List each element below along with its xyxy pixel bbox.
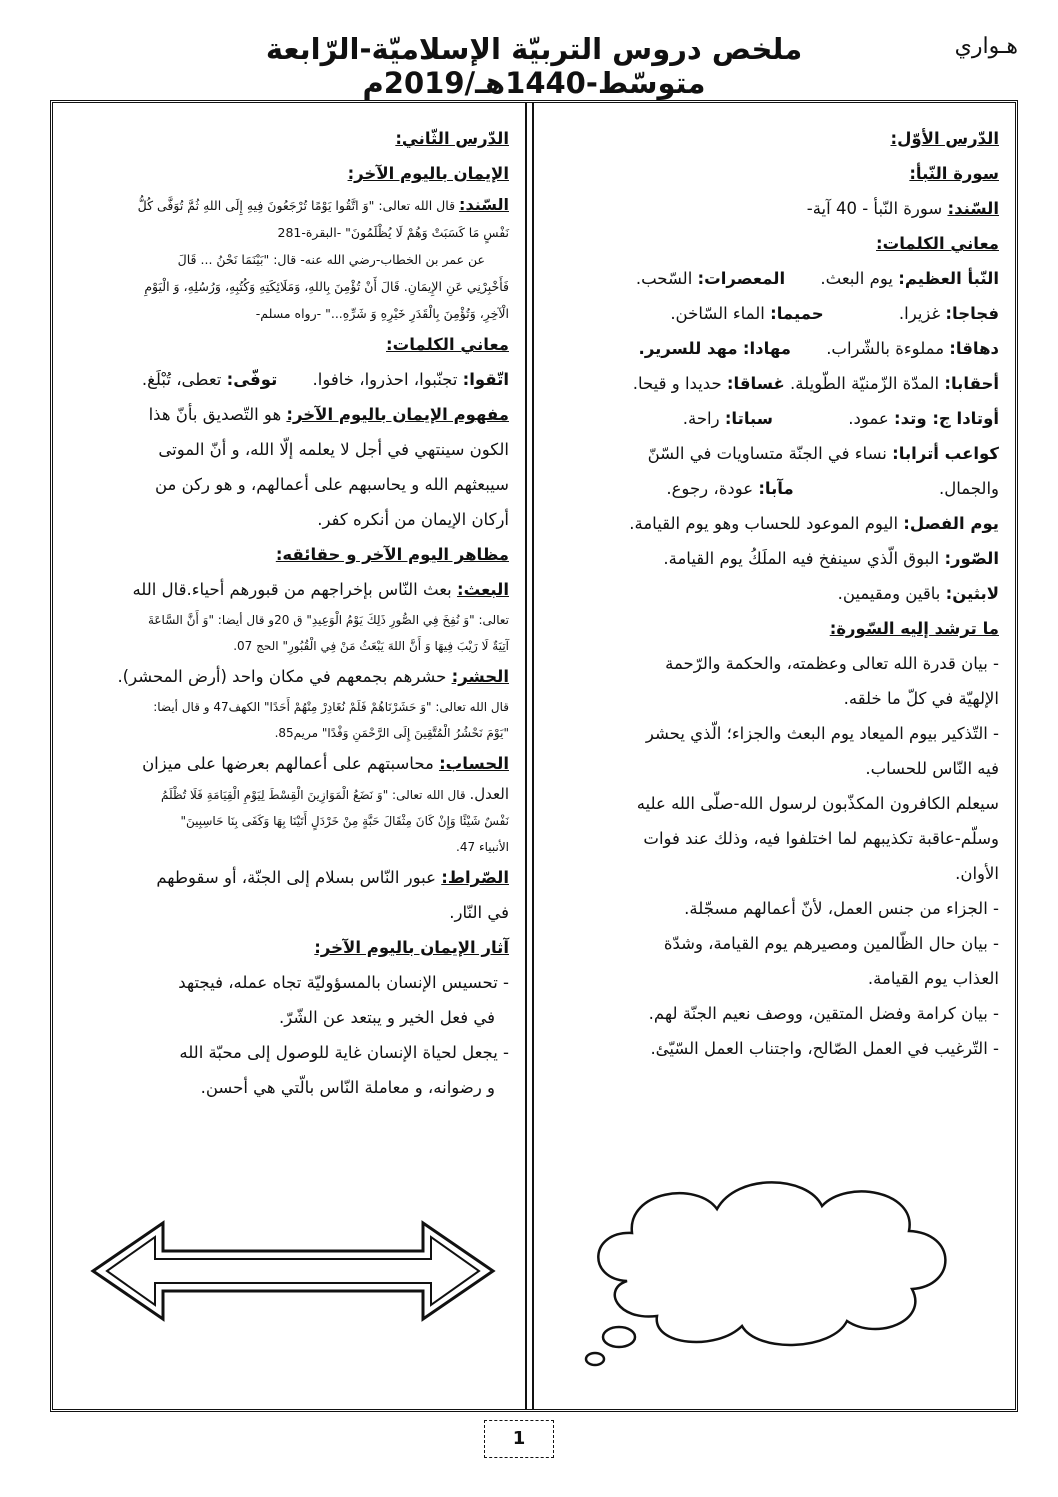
page-number: 1 — [484, 1420, 554, 1458]
lesson2-sanad — [67, 191, 509, 219]
concept-line: أركان الإيمان من أنكره كفر. — [317, 510, 509, 529]
concept-line — [67, 397, 509, 432]
ayah-text: تعالى: "وَ نُفِخَ فِي الصُّورِ ذَلِكَ يَوْمُ الْوَعِيدِ" ق 20و قال أيضا: "وَ أَنَّ السَّاعَةَ — [147, 613, 509, 627]
definition: البوق الّذي سينفخ فيه الملَكُ يوم القيامة. — [663, 549, 940, 568]
guide-line: الإلهيّة في كلّ ما خلقه. — [843, 689, 999, 708]
hisab-text: العدل. — [469, 785, 509, 803]
guide-line: - التّذكير بيوم الميعاد يوم البعث والجزاء؛ الّذي يحشر — [645, 724, 999, 743]
definition: المدّة الزّمنيّة الطّويلة. — [790, 374, 940, 393]
effects-line: - تحسيس الإنسان بالمسؤوليّة تجاه عمله، فيجتهد — [178, 973, 509, 992]
term: يوم الفصل: — [903, 514, 999, 533]
sirat-line — [67, 860, 509, 895]
definition: تجنّبوا، احذروا، خافوا. — [312, 370, 458, 389]
term: كواعب أترابا: — [892, 444, 999, 463]
meaning-row — [539, 436, 999, 471]
sirat-text: عبور النّاس بسلام إلى الجنّة، أو سقوطهم — [156, 868, 436, 887]
definition: السّحب. — [635, 269, 693, 288]
hadith-line: فَأَخْبِرْنِي عَنِ الإِيمَانِ. قَالَ أَنْ تُؤْمِنَ بِاللهِ، وَمَلَائِكَتِهِ وَكُتُبِهِ، وَرُسُلِهِ، وَ الْيَوْمِ — [144, 279, 509, 294]
definition: عمود. — [848, 409, 889, 428]
meanings-title: معاني الكلمات: — [876, 234, 999, 253]
guide-line: - الجزاء من جنس العمل، لأنّ أعمالهم مسجّلة. — [684, 899, 999, 918]
ayah-text: "يَوْمَ نَحْشُرُ الْمُتَّقِينَ إِلَى الرَّحْمَنِ وَفْدًا" مريم85. — [274, 726, 509, 740]
hisab-text: محاسبتهم على أعمالهم بعرضها على ميزان — [142, 754, 434, 773]
meanings-title: معاني الكلمات: — [386, 335, 509, 354]
sanad-label: السّند: — [947, 199, 999, 218]
concept-line: سيبعثهم الله و يحاسبهم على أعمالهم، و هو ركن من — [154, 475, 509, 494]
lesson2-topic: الإيمان باليوم الآخر: — [347, 164, 509, 183]
guide-line: وسلّم-عاقبة تكذيبهم لما اختلفوا فيه، وذلك عند فوات — [643, 829, 999, 848]
definition: نساء في الجنّة متساويات في السّنّ — [647, 444, 887, 463]
definition: غزيرا. — [898, 304, 941, 323]
term: اتّقوا: — [462, 370, 509, 389]
content-frame — [50, 100, 1018, 1412]
guide-line: - بيان قدرة الله تعالى وعظمته، والحكمة والرّحمة — [665, 654, 999, 673]
hisab-line — [67, 746, 509, 781]
hadith-line: الْآخِرِ، وَتُؤْمِنَ بِالْقَدَرِ خَيْرِهِ وَ شَرِّهِ..." -رواه مسلم- — [255, 306, 509, 321]
term: أوتادا ج: وتد: — [894, 409, 999, 428]
meaning-row — [539, 401, 999, 436]
ayah-text: الأنبياء 47. — [456, 840, 509, 854]
term: فجاجا: — [945, 304, 999, 323]
term: المعصرات: — [697, 269, 786, 288]
term: النّبأ العظيم: — [898, 269, 999, 288]
aspects-title: مظاهر اليوم الآخر و حقائقه: — [275, 545, 509, 564]
term: الصّور: — [944, 549, 999, 568]
meaning-row — [67, 362, 509, 397]
definition: تعطى، تُبْلَغ. — [141, 370, 222, 389]
hisab-label: الحساب: — [439, 754, 509, 773]
hashr-label: الحشر: — [451, 667, 509, 686]
guide-line: العذاب يوم القيامة. — [867, 969, 999, 988]
concept-text: هو التّصديق بأنّ هذا — [148, 405, 282, 424]
guide-title: ما ترشد إليه السّورة: — [829, 619, 999, 638]
definition: يوم البعث. — [820, 269, 893, 288]
meaning-row — [539, 471, 999, 506]
guide-line: - التّرغيب في العمل الصّالح، واجتناب العمل السّيّئ. — [650, 1039, 999, 1058]
term: أحقابا: — [944, 374, 999, 393]
effects-line: و رضوانه، و معاملة النّاس بالّتي هي أحسن. — [200, 1078, 495, 1097]
term: مآبا: — [758, 479, 794, 498]
meaning-row — [539, 576, 999, 611]
lesson1-label: الدّرس الأوّل: — [890, 129, 999, 148]
term: سباتا: — [724, 409, 773, 428]
ayah-text: قال الله تعالى: "وَ حَشَرْنَاهُمْ فَلَمْ نُغَادِرْ مِنْهُمْ أَحَدًا" الكهف47 و قال أيضا: — [153, 700, 509, 714]
author-name: هـواري — [954, 34, 1018, 59]
baath-label: البعث: — [457, 580, 509, 599]
definition: حديدا و قيحا. — [632, 374, 722, 393]
meaning-row — [539, 541, 999, 576]
definition: والجمال. — [938, 479, 999, 498]
guide-line: فيه النّاس للحساب. — [865, 759, 999, 778]
sirat-line: في النّار. — [449, 903, 509, 922]
meaning-row — [539, 331, 999, 366]
effects-line: - يجعل لحياة الإنسان غاية للوصول إلى محبّة الله — [179, 1043, 509, 1062]
page-title: ملخص دروس التربيّة الإسلاميّة-الرّابعة متوسّط-1440هـ/2019م — [265, 32, 803, 100]
lesson1-sanad — [539, 191, 999, 226]
sirat-label: الصّراط: — [441, 868, 509, 887]
term: لابثين: — [945, 584, 999, 603]
definition: اليوم الموعود للحساب وهو يوم القيامة. — [629, 514, 899, 533]
meaning-row — [539, 506, 999, 541]
surah-title: سورة النّبأ: — [909, 164, 999, 183]
definition: راحة. — [682, 409, 720, 428]
lesson2-column — [53, 103, 525, 1409]
baath-line — [67, 572, 509, 607]
meaning-row — [539, 261, 999, 296]
ayah-text: قال الله تعالى: "وَ اتَّقُوا يَوْمًا تُرْجَعُونَ فِيهِ إِلَى اللهِ ثُمَّ تُوَفَّى كُلُّ — [137, 198, 456, 213]
baath-text: بعث النّاس بإخراجهم من قبورهم أحياء.قال الله — [132, 580, 452, 599]
concept-label: مفهوم الإيمان باليوم الآخر: — [286, 405, 509, 424]
term: دهاقا: — [949, 339, 999, 358]
effects-line: في فعل الخير و يبتعد عن الشّرّ. — [278, 1008, 495, 1027]
meaning-row — [539, 366, 999, 401]
sanad-label: السّند: — [459, 195, 509, 214]
ayah-text: نَفْسٌ شَيْئًا وَإِنْ كَانَ مِثْقَالَ حَبَّةٍ مِنْ خَرْدَلٍ أَتَيْنَا بِهَا وَكَفَى بِنَا حَاسِبِينَ" — [180, 814, 509, 828]
definition: مهد للسرير. — [638, 339, 738, 358]
guide-line: - بيان كرامة وفضل المتقين، ووصف نعيم الجنّة لهم. — [648, 1004, 999, 1023]
hashr-line — [67, 659, 509, 694]
effects-title: آثار الإيمان باليوم الآخر: — [314, 938, 509, 957]
definition: عودة، رجوع. — [666, 479, 754, 498]
ayah-text: آتِيَةٌ لَا رَيْبَ فِيهَا وَ أَنَّ اللهَ يَبْعَثُ مَنْ فِي الْقُبُورِ" الحج 07. — [233, 639, 509, 653]
hadith-line: عن عمر بن الخطاب-رضي الله عنه- قال: "بَيْنَمَا نَحْنُ ... قَالَ — [177, 252, 485, 267]
hisab-ayah — [67, 781, 509, 808]
ayah-text: نَفْسٍ مَا كَسَبَتْ وَهُمْ لَا يُظْلَمُونَ" -البقرة-281 — [277, 225, 509, 240]
lesson2-label: الدّرس الثّاني: — [395, 129, 509, 148]
term: غساقا: — [726, 374, 785, 393]
term: توفّى: — [226, 370, 278, 389]
definition: مملوءة بالشّراب. — [826, 339, 945, 358]
meaning-row — [539, 296, 999, 331]
definition: باقين ومقيمين. — [837, 584, 941, 603]
double-arrow-icon — [87, 1215, 499, 1327]
ayah-text: قال الله تعالى: "وَ نَضَعُ الْمَوَازِينَ الْقِسْطَ لِيَوْمِ الْقِيَامَةِ فَلَا تُظْلَمُ — [161, 788, 466, 802]
concept-line: الكون سينتهي في أجل لا يعلمه إلّا الله، و أنّ الموتى — [158, 440, 509, 459]
thought-cloud-icon — [557, 1161, 977, 1371]
hashr-text: حشرهم بجمعهم في مكان واحد (أرض المحشر). — [117, 667, 447, 686]
term: حميما: — [770, 304, 824, 323]
lesson1-column — [525, 103, 1015, 1409]
guide-line: سيعلم الكافرون المكذّبون لرسول الله-صلّى الله عليه — [636, 794, 999, 813]
definition: الماء السّاخن. — [670, 304, 765, 323]
term: مهادا: — [742, 339, 791, 358]
guide-line: الأوان. — [955, 864, 999, 883]
page-header — [120, 28, 1018, 100]
sanad-text: سورة النّبأ - 40 آية- — [806, 199, 943, 218]
guide-line: - بيان حال الظّالمين ومصيرهم يوم القيامة، وشدّة — [663, 934, 999, 953]
